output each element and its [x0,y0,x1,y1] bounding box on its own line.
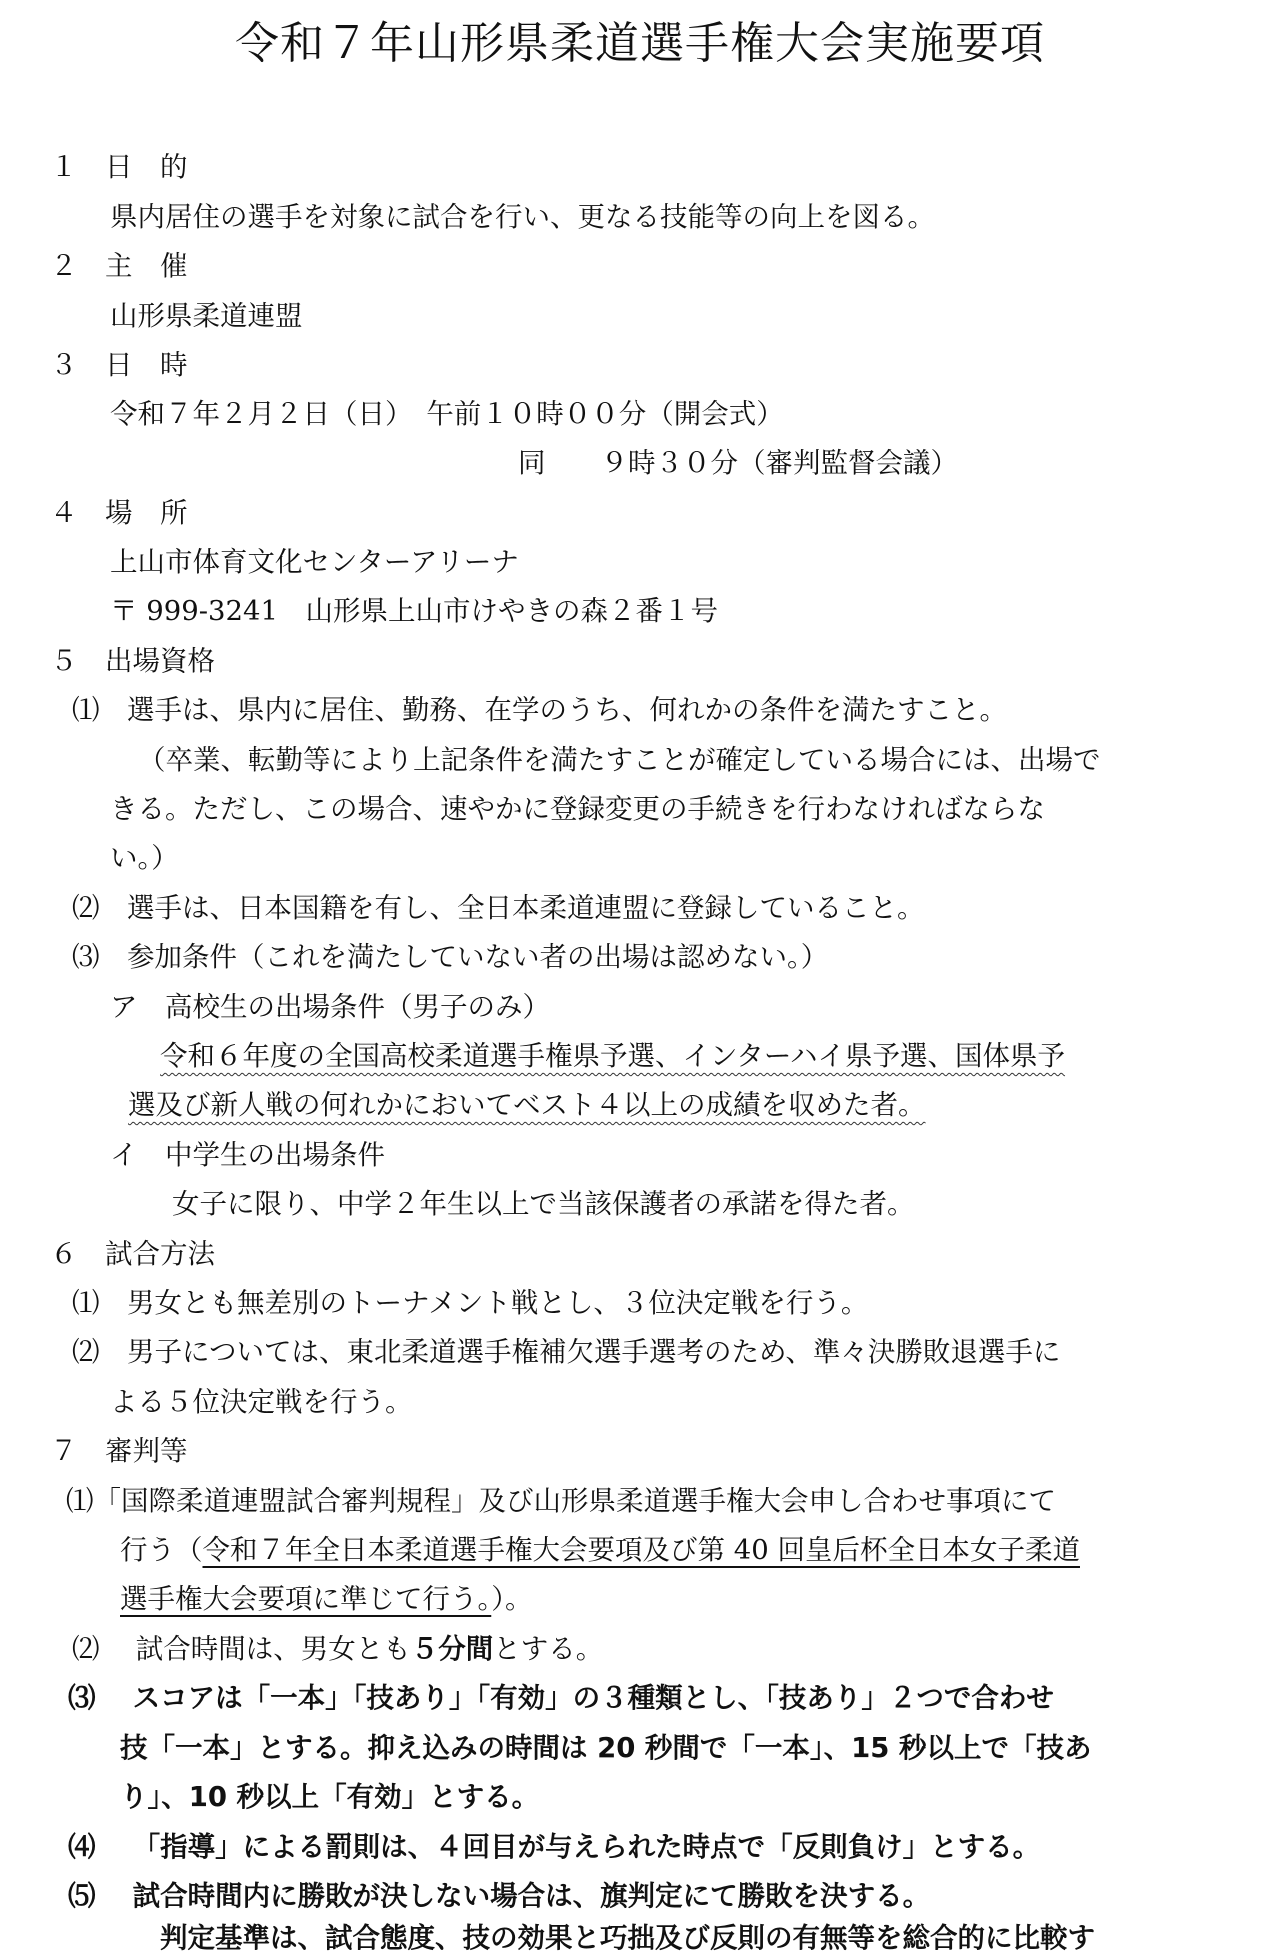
refereeing-item-1-end [120,1579,533,1619]
refereeing-item-1-suffix: ）。 [491,1583,533,1615]
section-heading-venue: ４ 場 所 [50,497,188,529]
refereeing-item-2-end: とする。 [493,1633,604,1665]
venue-name: 上山市体育文化センターアリーナ [110,546,519,578]
refereeing-item-3: ⑶ スコアは「一本」「技あり」「有効」の３種類とし、「技あり」２つで合わせ [68,1682,1054,1714]
eligibility-sub-a-body-cont: 選及び新人戦の何れかにおいてベスト４以上の成績を収めた者。 [128,1089,926,1121]
eligibility-item-1-note: （卒業、転勤等により上記条件を満たすことが確定している場合には、出場で [138,744,1101,776]
page-title: 令和７年山形県柔道選手権大会実施要項 [235,18,1045,69]
refereeing-item-1-cont [120,1530,1080,1570]
refereeing-item-3-cont: 技「一本」とする。抑え込みの時間は 20 秒間で「一本」、15 秒以上で「技あ [120,1732,1092,1764]
format-item-1: ⑴ 男女とも無差別のトーナメント戦とし、３位決定戦を行う。 [72,1287,869,1319]
eligibility-item-1: ⑴ 選手は、県内に居住、勤務、在学のうち、何れかの条件を満たすこと。 [72,694,1007,726]
section-heading-datetime: ３ 日 時 [50,349,188,381]
eligibility-item-1-note-cont: きる。ただし、この場合、速やかに登録変更の手続きを行わなければならな [110,793,1045,825]
refereeing-item-1-underlined-end: 選手権大会要項に準じて行う。 [120,1583,492,1615]
section-heading-organizer: ２ 主 催 [50,250,188,282]
refereeing-item-5: ⑸ 試合時間内に勝敗が決しない場合は、旗判定にて勝敗を決する。 [68,1880,931,1912]
eligibility-item-3: ⑶ 参加条件（これを満たしていない者の出場は認めない。） [72,941,829,973]
refereeing-item-2 [72,1629,603,1669]
eligibility-sub-i-label: イ 中学生の出場条件 [110,1139,385,1171]
refereeing-item-1-underlined: 令和７年全日本柔道選手権大会要項及び第 40 回皇后杯全日本女子柔道 [202,1534,1080,1566]
format-item-2-cont: よる５位決定戦を行う。 [110,1386,413,1418]
refereeing-item-5-cont: 判定基準は、試合態度、技の効果と巧拙及び反則の有無等を総合的に比較す [160,1922,1095,1954]
section-heading-format: ６ 試合方法 [50,1238,215,1270]
section-heading-purpose: １ 日 的 [50,151,188,183]
section-heading-eligibility: ５ 出場資格 [50,645,215,677]
refereeing-item-3-end: り」、10 秒以上「有効」とする。 [120,1781,540,1813]
eligibility-item-2: ⑵ 選手は、日本国籍を有し、全日本柔道連盟に登録していること。 [72,892,925,924]
eligibility-sub-a-label: ア 高校生の出場条件（男子のみ） [110,991,550,1023]
section-body-purpose: 県内居住の選手を対象に試合を行い、更なる技能等の向上を図る。 [110,201,935,233]
eligibility-sub-a-body: 令和６年度の全国高校柔道選手権県予選、インターハイ県予選、国体県予 [160,1040,1066,1072]
refereeing-item-2-duration: ５分間 [410,1633,494,1665]
datetime-line-meeting: 同 ９時３０分（審判監督会議） [518,447,958,479]
eligibility-item-1-note-end: い。） [110,842,179,874]
refereeing-item-1: ⑴「国際柔道連盟試合審判規程」及び山形県柔道選手権大会申し合わせ事項にて [66,1485,1056,1517]
refereeing-item-4: ⑷ 「指導」による罰則は、４回目が与えられた時点で「反則負け」とする。 [68,1831,1041,1863]
venue-address: 〒 999-3241 山形県上山市けやきの森２番１号 [110,595,719,627]
section-body-organizer: 山形県柔道連盟 [110,300,303,332]
format-item-2: ⑵ 男子については、東北柔道選手権補欠選手選考のため、準々決勝敗退選手に [72,1336,1061,1368]
section-heading-refereeing: ７ 審判等 [50,1435,188,1467]
refereeing-item-1-prefix: 行う（ [120,1534,203,1566]
refereeing-item-2-text: ⑵ 試合時間は、男女とも [72,1633,411,1665]
eligibility-sub-i-body: 女子に限り、中学２年生以上で当該保護者の承諾を得た者。 [172,1188,915,1220]
datetime-line-opening: 令和７年２月２日（日） 午前１０時００分（開会式） [110,398,784,430]
